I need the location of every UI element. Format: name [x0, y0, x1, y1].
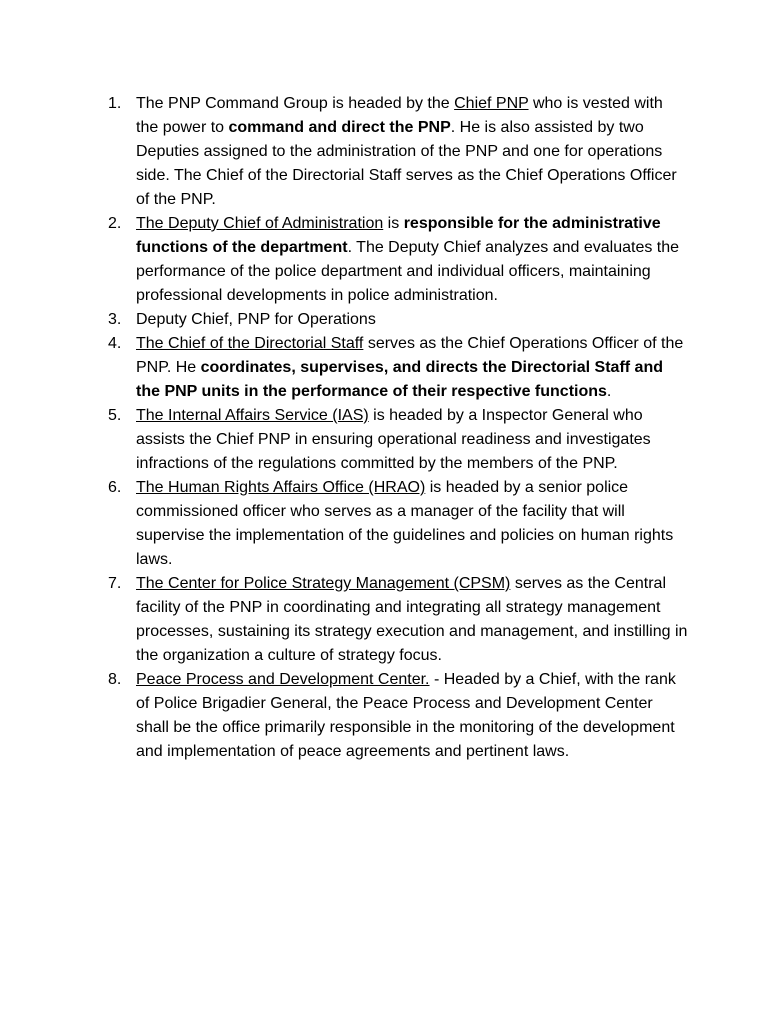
list-item — [108, 404, 688, 476]
text-segment: serves as the Central facility of the PNP in coordinating and integrating all strategy management processes, sustaining its strategy execution and management, and instilling in the organization a culture of strategy focus. — [136, 575, 688, 664]
text-segment: . He is also assisted by two Deputies assigned to the administration of the PNP and one for operations side. The Chief of the Directorial Staff serves as the Chief Operations Officer of the PNP. — [136, 119, 677, 208]
text-segment: is — [383, 215, 404, 232]
list-number: 1. — [108, 95, 122, 112]
list-number: 4. — [108, 335, 122, 352]
list-item — [108, 308, 688, 332]
underlined-term: The Human Rights Affairs Office (HRAO) — [136, 479, 426, 496]
underlined-term: Chief PNP — [454, 95, 529, 112]
list-number: 8. — [108, 671, 122, 688]
text-segment: - Headed by a Chief, with the rank of Police Brigadier General, the Peace Process and Development Center shall be the office primarily responsible in the monitoring of the development and implementation of peace agreements and pertinent laws. — [136, 671, 676, 760]
list-item — [108, 572, 688, 668]
underlined-term: The Chief of the Directorial Staff — [136, 335, 364, 352]
text-segment: . The Deputy Chief analyzes and evaluates the performance of the police department and individual officers, maintaining professional developments in police administration. — [136, 239, 680, 304]
text-segment: is headed by a Inspector General who assists the Chief PNP in ensuring operational readiness and investigates infractions of the regulations committed by the members of the PNP. — [136, 407, 651, 472]
list-item — [108, 92, 688, 212]
bold-phrase: command and direct the PNP — [228, 119, 451, 136]
list-number: 7. — [108, 575, 122, 592]
bold-phrase: responsible for the administrative functions of the department — [136, 215, 661, 256]
text-segment: is headed by a senior police commissioned officer who serves as a manager of the facility that will supervise the implementation of the guidelines and policies on human rights laws. — [136, 479, 674, 568]
underlined-term: The Internal Affairs Service (IAS) — [136, 407, 369, 424]
list-item — [108, 668, 688, 764]
list-item — [108, 476, 688, 572]
list-number: 5. — [108, 407, 122, 424]
text-segment: Deputy Chief, PNP for Operations — [136, 311, 376, 328]
list-item — [108, 332, 688, 404]
underlined-term: Peace Process and Development Center. — [136, 671, 430, 688]
numbered-list — [108, 92, 688, 764]
list-number: 6. — [108, 479, 122, 496]
text-segment: The PNP Command Group is headed by the — [136, 95, 455, 112]
list-number: 3. — [108, 311, 122, 328]
underlined-term: The Center for Police Strategy Management (CPSM) — [136, 575, 511, 592]
text-segment: serves as the Chief Operations Officer of the PNP. He — [136, 335, 684, 376]
text-segment: who is vested with the power to — [136, 95, 663, 136]
underlined-term: The Deputy Chief of Administration — [136, 215, 384, 232]
bold-phrase: coordinates, supervises, and directs the Directorial Staff and the PNP units in the performance of their respective functions — [136, 359, 663, 400]
text-segment: . — [606, 383, 612, 400]
list-number: 2. — [108, 215, 122, 232]
list-item — [108, 212, 688, 308]
